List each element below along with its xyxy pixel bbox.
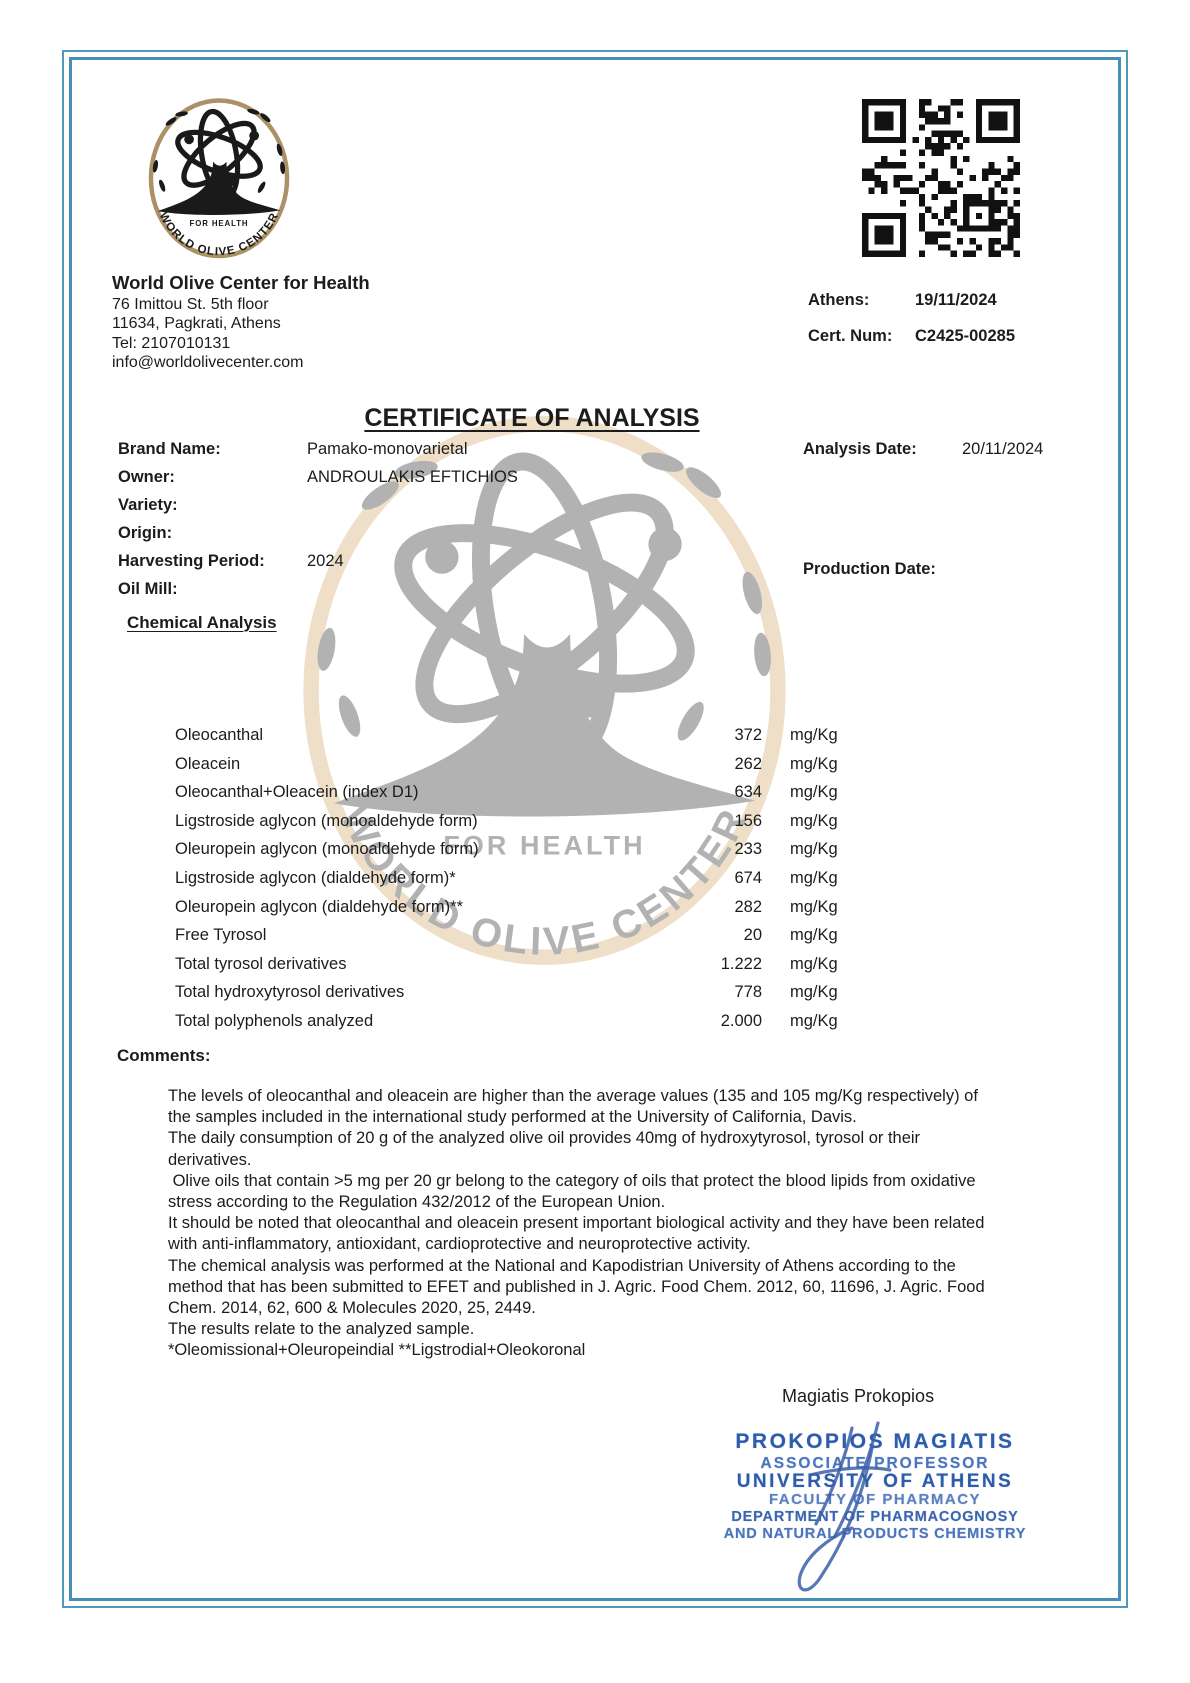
org-name: World Olive Center for Health (112, 272, 370, 293)
qr-code-image (862, 99, 1020, 257)
issue-city-row (808, 291, 997, 310)
comment-line: The chemical analysis was performed at the National and Kapodistrian University of Athens according to the (168, 1256, 956, 1275)
cert-number-label: Cert. Num: (808, 327, 893, 345)
comment-line: stress according to the Regulation 432/2012 of the European Union. (168, 1193, 666, 1212)
analyte-value: 778 (734, 983, 762, 1001)
analysis-date-value: 20/11/2024 (962, 440, 1044, 458)
comment-line: method that has been submitted to EFET and published in J. Agric. Food Chem. 2012, 60, 11696, J. Agric. Food (168, 1277, 985, 1296)
chem-table-row (0, 812, 1190, 836)
field-value: Pamako-monovarietal (307, 440, 468, 458)
cert-number-row (808, 327, 1015, 346)
org-address (112, 295, 303, 373)
stamp-line: DEPARTMENT OF PHARMACOGNOSY (731, 1509, 1019, 1525)
comment-line: derivatives. (168, 1150, 252, 1169)
analyte-name: Total tyrosol derivatives (175, 955, 347, 973)
analysis-date-label: Analysis Date: (803, 440, 917, 458)
stamp-line: PROKOPIOS MAGIATIS (735, 1430, 1015, 1453)
field-row (118, 440, 468, 468)
chem-table-row (0, 955, 1190, 979)
chem-table-row (0, 726, 1190, 750)
org-logo (144, 93, 294, 265)
chem-table-row (0, 926, 1190, 950)
signature-scribble (740, 1378, 1000, 1608)
chem-table-row (0, 783, 1190, 807)
analyte-unit: mg/Kg (790, 755, 838, 773)
field-label: Origin: (118, 524, 173, 542)
field-row (118, 580, 265, 608)
analyte-value: 372 (734, 726, 762, 744)
analyte-value: 262 (734, 755, 762, 773)
cert-number-value: C2425-00285 (915, 327, 1015, 345)
analyte-name: Oleuropein aglycon (monoaldehyde form) (175, 840, 479, 858)
comment-line: with anti-inflammatory, antioxidant, cardioprotective and neuroprotective activity. (168, 1235, 751, 1254)
issue-city-label: Athens: (808, 291, 870, 309)
comment-line: The levels of oleocanthal and oleacein are higher than the average values (135 and 105 mg/Kg respectively) of (168, 1087, 978, 1105)
analyte-value: 282 (734, 898, 762, 916)
org-address-line: info@worldolivecenter.com (112, 354, 304, 372)
analyte-name: Total hydroxytyrosol derivatives (175, 983, 405, 1001)
chem-table-row (0, 983, 1190, 1007)
analyte-name: Oleocanthal+Oleacein (index D1) (175, 783, 419, 801)
stamp-line: UNIVERSITY OF ATHENS (736, 1471, 1014, 1492)
stamp-line: FACULTY OF PHARMACY (768, 1491, 982, 1508)
analyte-value: 233 (734, 840, 762, 858)
analyte-unit: mg/Kg (790, 898, 838, 916)
issue-date-value: 19/11/2024 (915, 291, 997, 309)
org-address-line: 76 Imittou St. 5th floor (112, 296, 269, 313)
field-label: Variety: (118, 496, 178, 514)
chem-table-row (0, 755, 1190, 779)
comments-text (168, 1086, 985, 1362)
analyte-value: 2.000 (720, 1012, 762, 1030)
analyte-name: Oleocanthal (175, 726, 264, 744)
comment-line: Olive oils that contain >5 mg per 20 gr belong to the category of oils that protect the blood lipids from oxidative (168, 1171, 976, 1190)
field-row (118, 552, 344, 580)
analyte-name: Ligstroside aglycon (monoaldehyde form) (175, 812, 478, 830)
analyte-value: 20 (743, 926, 762, 944)
org-address-line: Tel: 2107010131 (112, 334, 231, 352)
analysis-date-row (803, 440, 1044, 459)
chem-table-row (0, 840, 1190, 864)
analyte-unit: mg/Kg (790, 983, 838, 1001)
field-value: ANDROULAKIS EFTICHIOS (307, 468, 518, 486)
analyte-name: Oleacein (175, 755, 241, 773)
field-row (118, 496, 265, 524)
comment-line: *Oleomissional+Oleuropeindial **Ligstrodial+Oleokoronal (168, 1341, 586, 1360)
comment-line: Chem. 2014, 62, 600 & Molecules 2020, 25, 2449. (168, 1299, 536, 1318)
field-label: Brand Name: (118, 440, 221, 458)
field-row (118, 468, 518, 496)
analyte-unit: mg/Kg (790, 926, 838, 944)
production-date-label: Production Date: (803, 560, 936, 578)
field-label: Owner: (118, 468, 175, 486)
analyte-unit: mg/Kg (790, 812, 838, 830)
analyte-unit: mg/Kg (790, 726, 838, 744)
sample-fields (118, 440, 518, 608)
analyte-value: 156 (734, 812, 762, 830)
analyte-unit: mg/Kg (790, 869, 838, 887)
chem-table-row (0, 1012, 1190, 1036)
document-title: CERTIFICATE OF ANALYSIS (364, 404, 700, 432)
chem-table-row (0, 898, 1190, 922)
comment-line: It should be noted that oleocanthal and oleacein present important biological activity and they have been related (168, 1214, 985, 1233)
analyte-unit: mg/Kg (790, 840, 838, 858)
stamp-line: AND NATURAL PRODUCTS CHEMISTRY (723, 1526, 1027, 1542)
analyte-unit: mg/Kg (790, 1012, 838, 1030)
comment-line: The results relate to the analyzed sample. (168, 1320, 475, 1339)
analyte-name: Total polyphenols analyzed (175, 1012, 374, 1030)
analyte-name: Free Tyrosol (175, 926, 267, 944)
analyte-value: 1.222 (720, 955, 762, 973)
field-label: Oil Mill: (118, 580, 178, 598)
stamp-line: ASSOCIATE PROFESSOR (760, 1455, 990, 1472)
analyte-name: Oleuropein aglycon (dialdehyde form)** (175, 898, 463, 916)
comments-heading: Comments: (117, 1046, 211, 1065)
signer-name: Magiatis Prokopios (782, 1386, 935, 1406)
comment-line: the samples included in the international study performed at the University of California, Davis. (168, 1108, 857, 1127)
analyte-unit: mg/Kg (790, 783, 838, 801)
analyte-value: 674 (734, 869, 762, 887)
chemical-analysis-heading: Chemical Analysis (127, 613, 277, 632)
analyte-name: Ligstroside aglycon (dialdehyde form)* (175, 869, 456, 887)
field-label: Harvesting Period: (118, 552, 265, 570)
comment-line: The daily consumption of 20 g of the analyzed olive oil provides 40mg of hydroxytyrosol, tyrosol or their (168, 1129, 921, 1148)
field-value: 2024 (307, 552, 344, 570)
chem-table-row (0, 869, 1190, 893)
field-row (118, 524, 265, 552)
org-address-line: 11634, Pagkrati, Athens (112, 315, 281, 333)
analyte-unit: mg/Kg (790, 955, 838, 973)
analyte-value: 634 (734, 783, 762, 801)
